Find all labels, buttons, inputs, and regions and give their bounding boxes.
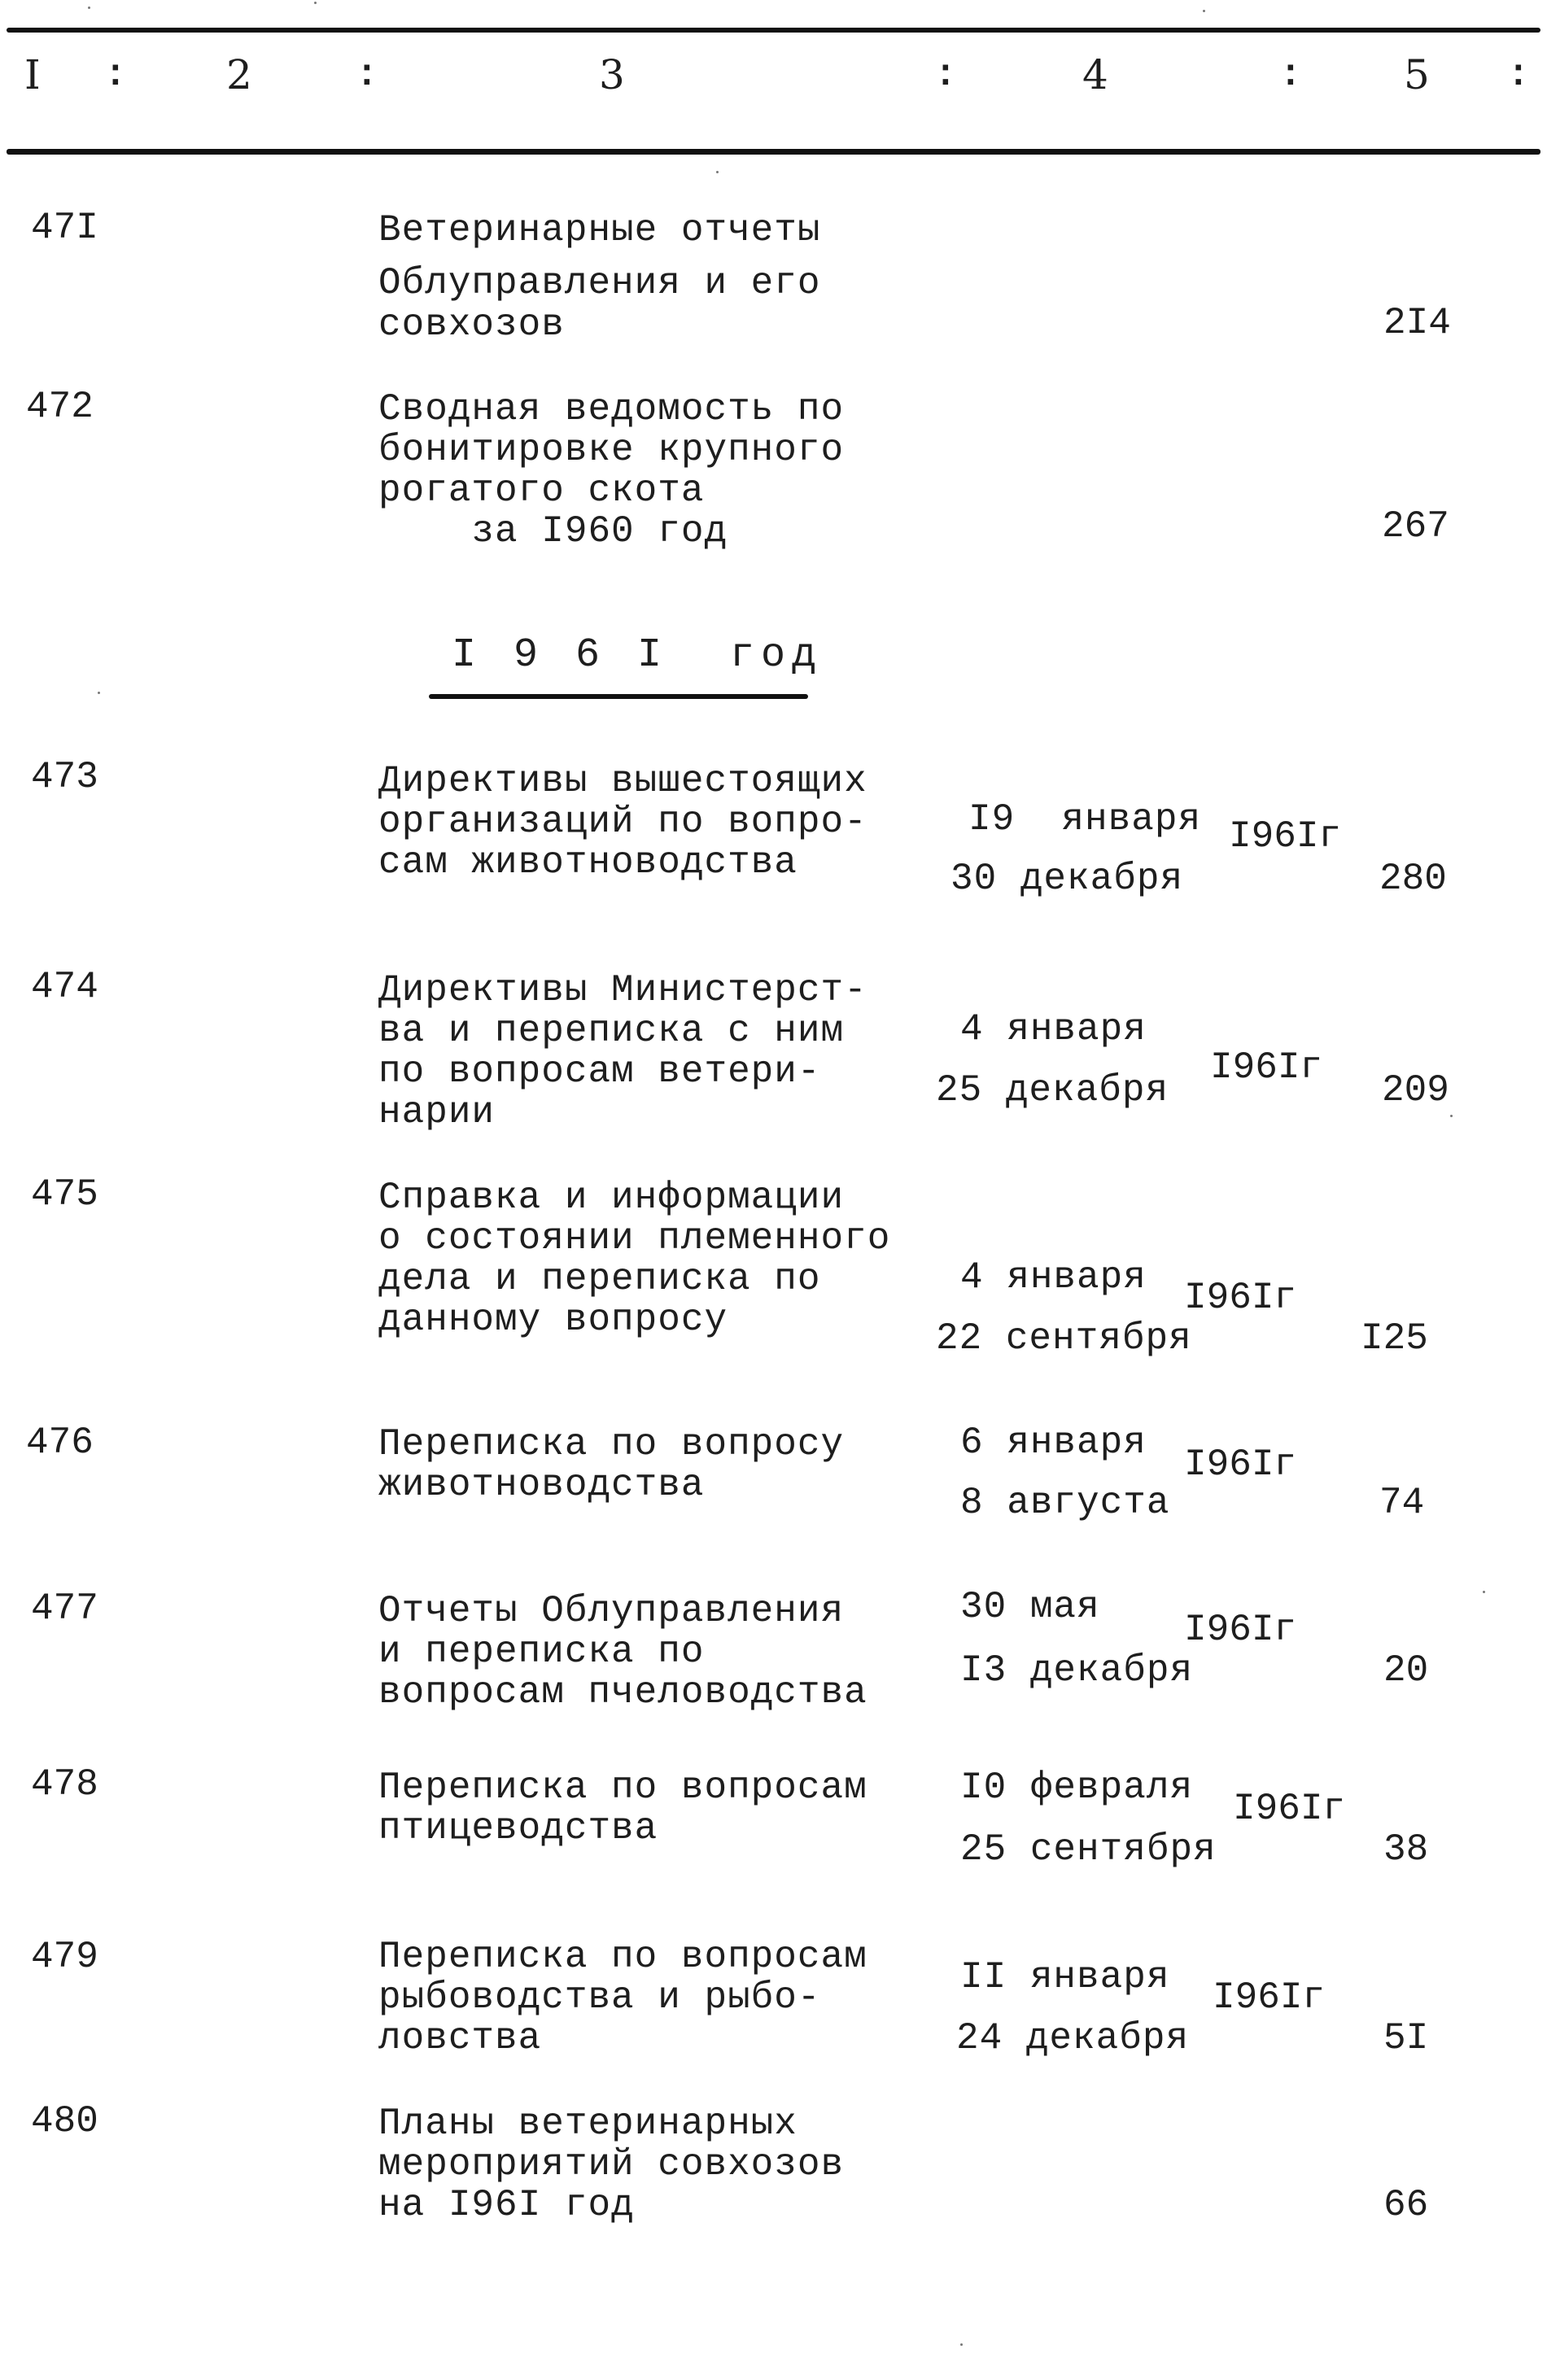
scan-speck: [960, 2343, 963, 2346]
header-bottom-rule: [7, 149, 1540, 155]
row-title-line: Переписка по вопросу: [378, 1423, 845, 1465]
row-date-end: 25 декабря: [936, 1069, 1169, 1111]
row-number: 472: [26, 386, 94, 428]
row-title-line: Сводная ведомость по: [378, 388, 845, 430]
row-title-line: Справка и информации: [378, 1177, 845, 1219]
row-title-line: совхозов: [378, 304, 565, 346]
row-date-end: 22 сентября: [936, 1317, 1192, 1360]
scan-speck: [1450, 1115, 1453, 1117]
column-separator: :: [934, 54, 957, 96]
row-title-line: вопросам пчеловодства: [378, 1671, 867, 1714]
row-pages: 74: [1379, 1482, 1425, 1524]
row-year: I96Iг: [1213, 1976, 1326, 2019]
row-title-line: организаций по вопро-: [378, 801, 867, 843]
row-pages: I25: [1361, 1317, 1428, 1360]
row-year: I96Iг: [1184, 1609, 1297, 1651]
row-year: I96Iг: [1233, 1788, 1346, 1830]
row-number: 47I: [31, 207, 98, 249]
row-number: 478: [31, 1763, 98, 1806]
scan-speck: [314, 2, 317, 4]
row-title-line: птицеводства: [378, 1807, 658, 1849]
row-year: I96Iг: [1184, 1277, 1297, 1319]
row-date-start: II января: [960, 1956, 1170, 1998]
row-date-end: 25 сентября: [960, 1828, 1217, 1871]
row-number: 475: [31, 1173, 98, 1216]
row-number: 474: [31, 966, 98, 1008]
column-header-5: 5: [1404, 51, 1430, 98]
scan-speck: [98, 692, 100, 694]
row-date-start: 30 мая: [960, 1586, 1100, 1628]
row-pages: 66: [1383, 2184, 1429, 2226]
row-date-start: I9 января: [968, 798, 1202, 841]
row-title-line: Переписка по вопросам: [378, 1766, 867, 1809]
row-title-line: рыбоводства и рыбо-: [378, 1976, 821, 2019]
header-top-rule: [7, 28, 1540, 33]
row-pages: 280: [1379, 858, 1447, 900]
row-title-line: Ветеринарные отчеты: [378, 209, 821, 251]
row-date-start: I0 февраля: [960, 1766, 1194, 1809]
row-title-line: нарии: [378, 1091, 496, 1133]
column-header-3: 3: [599, 51, 625, 98]
row-title-line: на I96I год: [378, 2184, 635, 2226]
row-date-start: 6 января: [960, 1421, 1147, 1464]
row-year: I96Iг: [1210, 1046, 1323, 1089]
column-separator: :: [356, 54, 378, 96]
row-title-line: Директивы Министерст-: [378, 969, 867, 1011]
row-date-end: 30 декабря: [950, 858, 1184, 900]
row-year: I96Iг: [1184, 1443, 1297, 1486]
scan-speck: [1483, 1591, 1485, 1593]
section-year-underline: [429, 694, 808, 699]
row-title-line: ва и переписка с ним: [378, 1010, 845, 1052]
row-number: 473: [31, 756, 98, 798]
column-separator: :: [1279, 54, 1302, 96]
row-date-end: I3 декабря: [960, 1649, 1194, 1692]
column-header-1: I: [24, 51, 41, 98]
row-pages: 5I: [1383, 2017, 1429, 2059]
row-number: 476: [26, 1421, 94, 1464]
row-title-line: Облуправления и его: [378, 262, 821, 304]
row-date-end: 8 августа: [960, 1482, 1170, 1524]
row-title-line: по вопросам ветери-: [378, 1050, 821, 1093]
row-title-line: данному вопросу: [378, 1299, 728, 1341]
section-year-heading: I 9 6 I год: [452, 632, 824, 679]
column-header-2: 2: [226, 51, 252, 98]
column-separator: :: [1507, 54, 1530, 96]
row-pages: 267: [1382, 505, 1449, 548]
scan-speck: [88, 7, 90, 9]
row-title-line: животноводства: [378, 1464, 705, 1506]
row-year: I96Iг: [1229, 815, 1342, 858]
row-date-start: 4 января: [960, 1008, 1147, 1050]
row-title-line: о состоянии племенного: [378, 1217, 891, 1260]
row-title-line: бонитировке крупного: [378, 429, 845, 471]
row-pages: 209: [1382, 1069, 1449, 1111]
row-number: 479: [31, 1936, 98, 1978]
row-title-line: за I960 год: [378, 510, 728, 552]
row-date-end: 24 декабря: [956, 2017, 1190, 2059]
row-title-line: ловства: [378, 2017, 542, 2059]
row-date-start: 4 января: [960, 1256, 1147, 1299]
column-header-4: 4: [1082, 51, 1108, 98]
row-title-line: Директивы вышестоящих: [378, 760, 867, 802]
scan-speck: [1203, 10, 1205, 12]
row-number: 477: [31, 1587, 98, 1630]
row-pages: 20: [1383, 1649, 1429, 1692]
row-title-line: дела и переписка по: [378, 1258, 821, 1300]
row-title-line: Планы ветеринарных: [378, 2103, 798, 2145]
row-title-line: сам животноводства: [378, 841, 798, 884]
row-pages: 2I4: [1383, 302, 1451, 344]
row-title-line: мероприятий совхозов: [378, 2143, 845, 2186]
row-title-line: Отчеты Облуправления: [378, 1590, 845, 1632]
row-pages: 38: [1383, 1828, 1429, 1871]
row-number: 480: [31, 2100, 98, 2142]
column-separator: :: [104, 54, 127, 96]
row-title-line: и переписка по: [378, 1631, 705, 1673]
row-title-line: рогатого скота: [378, 469, 705, 512]
scan-speck: [716, 171, 719, 173]
row-title-line: Переписка по вопросам: [378, 1936, 867, 1978]
